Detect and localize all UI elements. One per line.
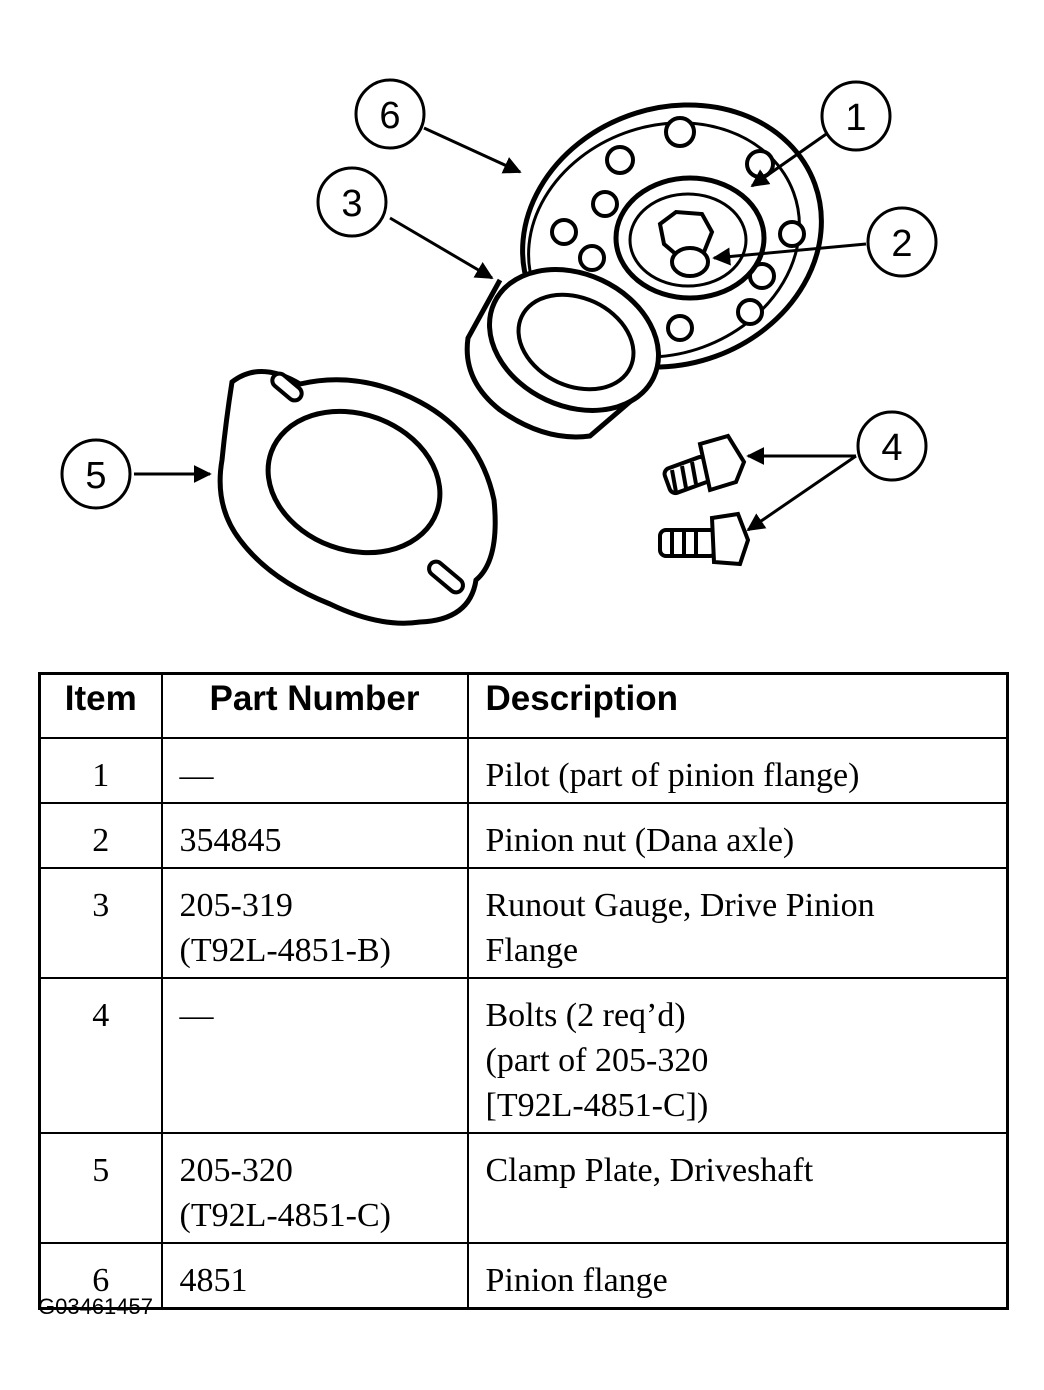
header-item: Item: [40, 674, 162, 739]
figure-id: G03461457: [38, 1294, 153, 1319]
cell-part-number: 205-319 (T92L-4851-B): [162, 868, 468, 978]
callout-6-label: 6: [379, 95, 401, 137]
cell-description: Bolts (2 req’d) (part of 205-320 [T92L-4851-C]): [468, 978, 1008, 1133]
cell-part-number: 205-320 (T92L-4851-C): [162, 1133, 468, 1243]
header-description: Description: [468, 674, 1008, 739]
cell-part-number: —: [162, 978, 468, 1133]
callout-5: [62, 440, 130, 508]
table-row: [40, 803, 1008, 868]
callout-2-label: 2: [891, 223, 913, 265]
header-part-number: Part Number: [162, 674, 468, 739]
cell-item: 3: [40, 868, 162, 978]
cell-part-number: —: [162, 738, 468, 803]
callout-4: [858, 412, 926, 480]
cell-part-number: 354845: [162, 803, 468, 868]
callout-3: [318, 168, 386, 236]
cell-item: 5: [40, 1133, 162, 1243]
cell-description: Pilot (part of pinion flange): [468, 738, 1008, 803]
cell-item: 4: [40, 978, 162, 1133]
table-row: [40, 978, 1008, 1133]
callout-4-label: 4: [881, 427, 903, 469]
cell-description: Pinion flange: [468, 1243, 1008, 1309]
clamp-plate-drawing: [220, 371, 495, 623]
callout-6: [356, 80, 424, 148]
parts-table: [38, 672, 1009, 1310]
callout-1-label: 1: [845, 97, 867, 139]
cell-description: Runout Gauge, Drive Pinion Flange: [468, 868, 1008, 978]
cell-item: 6: [40, 1243, 162, 1309]
cell-description: Clamp Plate, Driveshaft: [468, 1133, 1008, 1243]
table-header-row: [40, 674, 1008, 739]
callout-2: [868, 208, 936, 276]
callout-3-label: 3: [341, 183, 363, 225]
exploded-parts-diagram: [0, 0, 1044, 660]
table-row: [40, 738, 1008, 803]
table-row: [40, 1133, 1008, 1243]
cell-part-number: 4851: [162, 1243, 468, 1309]
cell-item: 2: [40, 803, 162, 868]
callout-1: [822, 82, 890, 150]
cell-description: Pinion nut (Dana axle): [468, 803, 1008, 868]
callout-5-label: 5: [85, 455, 107, 497]
bolts-drawing: [660, 436, 748, 564]
table-row: [40, 868, 1008, 978]
cell-item: 1: [40, 738, 162, 803]
table-row: [40, 1243, 1008, 1309]
